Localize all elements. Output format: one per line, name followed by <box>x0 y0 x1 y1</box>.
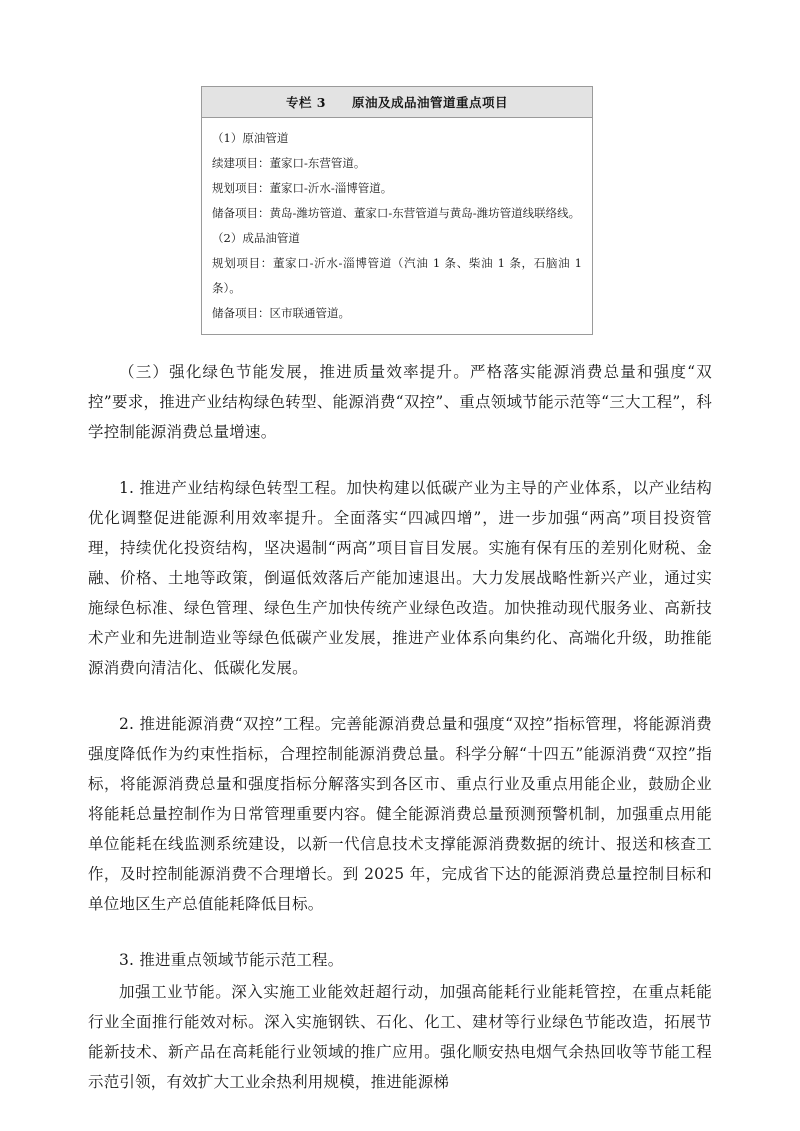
paragraph-item-3-body: 加强工业节能。深入实施工业能效赶超行动，加强高能耗行业能耗管控，在重点耗能行业全面推行能效对标。深入实施钢铁、石化、化工、建材等行业绿色节能改造，拓展节能新技术、新产品在高耗能行业领域的推广应用。强化顺安热电烟气余热回收等节能工程示范引领，有效扩大工业余热利用规模，推进能源梯 <box>88 983 712 1091</box>
callout-line: 储备项目：区市联通管道。 <box>212 306 350 320</box>
callout-box-title: 原油及成品油管道重点项目 <box>352 95 509 110</box>
paragraph-item-1: 1. 推进产业结构绿色转型工程。加快构建以低碳产业为主导的产业体系，以产业结构优化调整促进能源利用效率提升。全面落实“四减四增”，进一步加强“两高”项目投资管理，持续优化投资结构，坚决遏制“两高”项目盲目发展。实施有保有压的差别化财税、金融、价格、土地等政策，倒逼低效落后产能加速退出。大力发展战略性新兴产业，通过实施绿色标准、绿色管理、绿色生产加快传统产业绿色改造。加快推动现代服务业、高新技术产业和先进制造业等绿色低碳产业发展，推进产业体系向集约化、高端化升级，助推能源消费向清洁化、低碳化发展。 <box>88 479 712 677</box>
callout-box-body <box>202 118 592 334</box>
callout-line: （1）原油管道 <box>212 131 289 145</box>
paragraph-item-2: 2. 推进能源消费“双控”工程。完善能源消费总量和强度“双控”指标管理，将能源消费强度降低作为约束性指标，合理控制能源消费总量。科学分解“十四五”能源消费“双控”指标，将能源消费总量和强度指标分解落实到各区市、重点行业及重点用能企业，鼓励企业将能耗总量控制作为日常管理重要内容。健全能源消费总量预测预警机制，加强重点用能单位能耗在线监测系统建设，以新一代信息技术支撑能源消费数据的统计、报送和核查工作，及时控制能源消费不合理增长。到 2025 年，完成省下达的能源消费总量控制目标和单位地区生产总值能耗降低目标。 <box>88 715 712 913</box>
callout-line: 规划项目：董家口-沂水-淄博管道。 <box>212 181 393 195</box>
callout-box-header <box>202 87 592 118</box>
callout-line: 储备项目：黄岛-潍坊管道、董家口-东营管道与黄岛-潍坊管道线联络线。 <box>212 206 581 220</box>
paragraph-item-3: 3. 推进重点领域节能示范工程。 <box>119 951 344 969</box>
page-content <box>88 86 712 1097</box>
callout-line: （2）成品油管道 <box>212 231 300 245</box>
paragraph-section-three: （三）强化绿色节能发展，推进质量效率提升。严格落实能源消费总量和强度“双控”要求，推进产业结构绿色转型、能源消费“双控”、重点领域节能示范等“三大工程”，科学控制能源消费总量增速。 <box>88 363 712 441</box>
callout-line: 续建项目：董家口-东营管道。 <box>212 156 366 170</box>
callout-line: 规划项目：董家口-沂水-淄博管道（汽油 1 条、柴油 1 条，石脑油 1 条）。 <box>212 256 582 295</box>
callout-box-number: 专栏 3 <box>285 95 327 110</box>
callout-box <box>201 86 593 335</box>
